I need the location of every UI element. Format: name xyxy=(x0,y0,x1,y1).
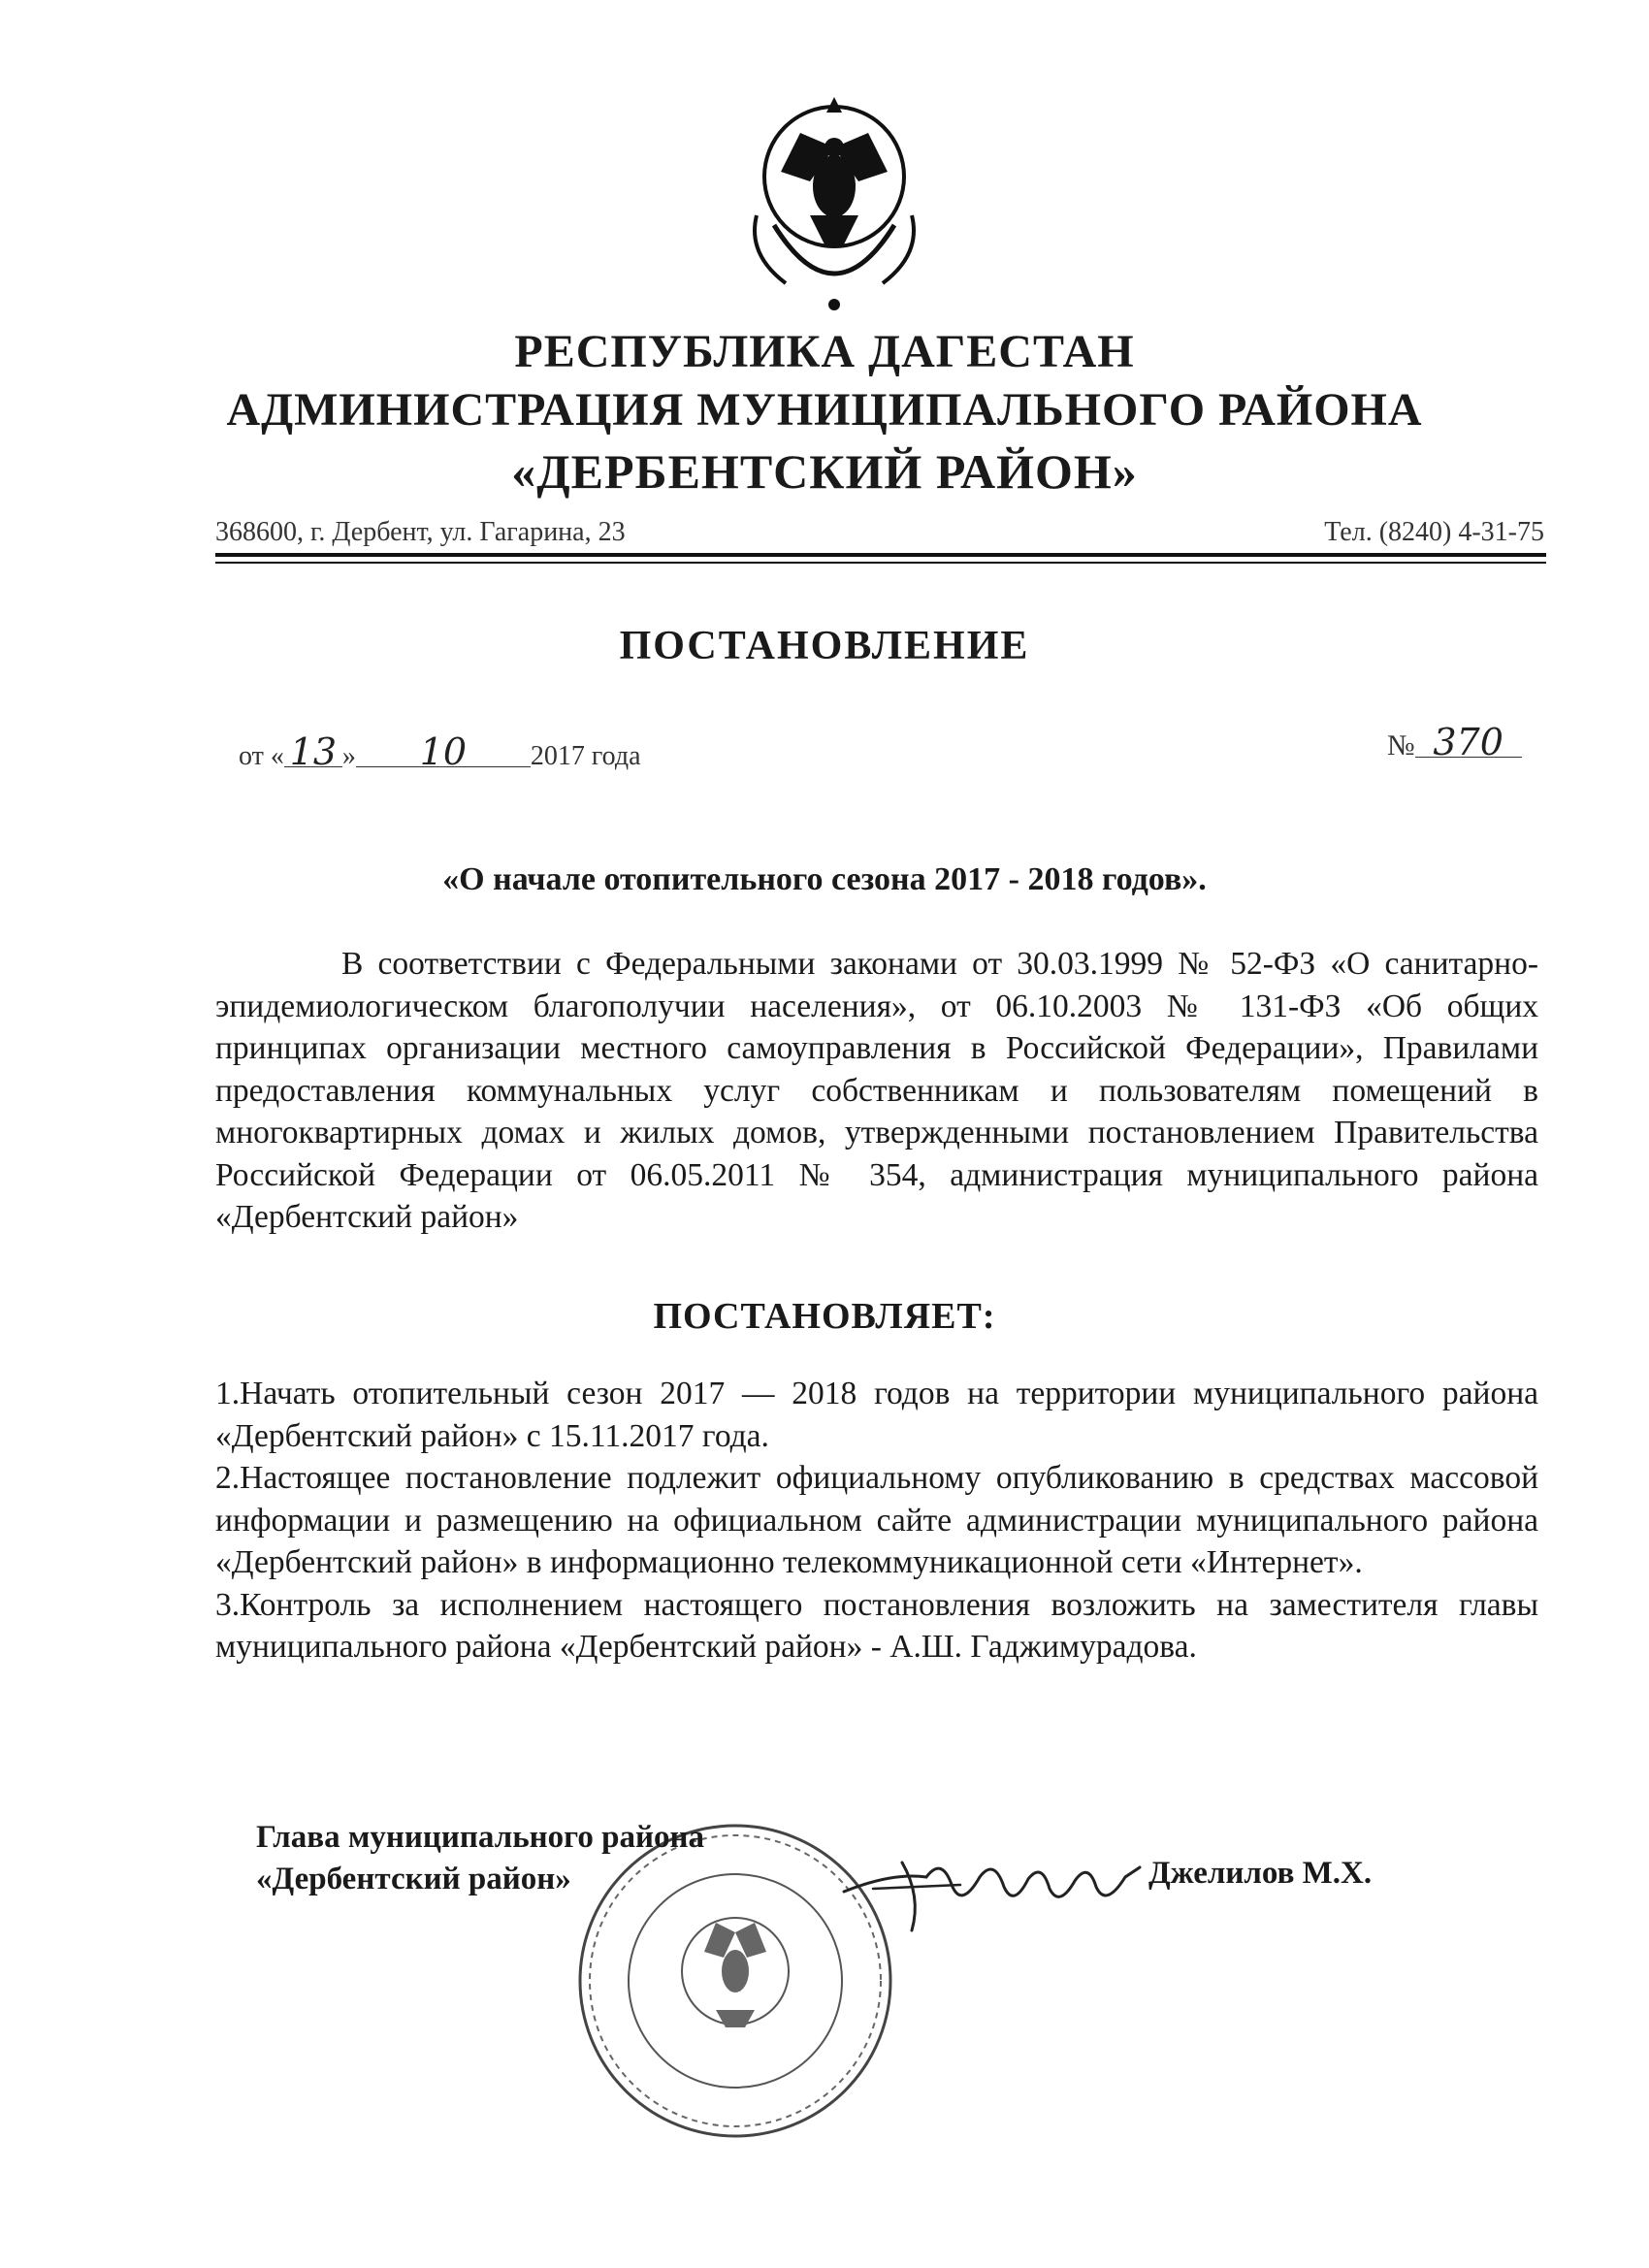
header-district: «ДЕРБЕНТСКИЙ РАЙОН» xyxy=(511,444,1138,499)
header-administration: АДМИНИСТРАЦИЯ МУНИЦИПАЛЬНОГО РАЙОНА xyxy=(226,384,1423,436)
handwritten-signature xyxy=(834,1838,1154,1945)
date-suffix: 2017 года xyxy=(530,741,641,771)
signatory-position-line1: Глава муниципального района xyxy=(256,1820,704,1855)
header-republic: РЕСПУБЛИКА ДАГЕСТАН xyxy=(514,326,1135,377)
header-phone: Тел. (8240) 4-31-75 xyxy=(1324,517,1544,547)
header-rule-thin xyxy=(215,562,1546,564)
signatory-name: Джелилов М.Х. xyxy=(1148,1856,1373,1891)
list-item: 2.Настоящее постановление подлежит официальному опубликованию в средствах массовой информации и размещению на официальном сайте администрации муниципального района «Дербентский район» в информационно телекоммуникационной сети «Интернет». xyxy=(215,1460,1538,1580)
preamble-paragraph xyxy=(215,943,1538,1239)
header-rule-thick xyxy=(215,553,1546,557)
header-address: 368600, г. Дербент, ул. Гагарина, 23 xyxy=(215,517,626,547)
number-prefix: № xyxy=(1387,729,1415,761)
list-item: 3.Контроль за исполнением настоящего постановления возложить на заместителя главы муниципального района «Дербентский район» - А.Ш. Гаджимурадова. xyxy=(215,1586,1538,1665)
date-prefix: от « xyxy=(239,741,284,771)
coat-of-arms-icon xyxy=(718,80,951,312)
date-mid: » xyxy=(341,741,356,771)
resolves-heading: ПОСТАНОВЛЯЕТ: xyxy=(653,1296,996,1337)
document-subject: «О начале отопительного сезона 2017 - 2018 годов». xyxy=(442,861,1207,897)
number-value: 370 xyxy=(1415,728,1522,758)
date-month: 10 xyxy=(356,737,531,767)
document-date xyxy=(239,730,641,773)
date-day: 13 xyxy=(284,737,342,767)
list-item: 1.Начать отопительный сезон 2017 — 2018 годов на территории муниципального района «Дербентский район» с 15.11.2017 года. xyxy=(215,1376,1538,1454)
preamble-text: В соответствии с Федеральными законами от 30.03.1999 № 52-ФЗ «О санитарно-эпидемиологическом благополучии населения», от 06.10.2003 № 131-ФЗ «Об общих принципах организации местного самоуправления в Российской Федерации», Правилами предоставления коммунальных услуг собственникам и пользователям помещений в многоквартирных домах и жилых домов, утвержденными постановлением Правительства Российской Федерации от 06.05.2011 № 354, администрация муниципального района «Дербентский район» xyxy=(215,946,1538,1235)
document-number xyxy=(1387,721,1522,763)
document-type: ПОСТАНОВЛЕНИЕ xyxy=(619,624,1030,668)
signatory-position-line2: «Дербентский район» xyxy=(256,1862,571,1896)
resolution-items xyxy=(215,1373,1538,1669)
signatory-position xyxy=(256,1817,704,1900)
